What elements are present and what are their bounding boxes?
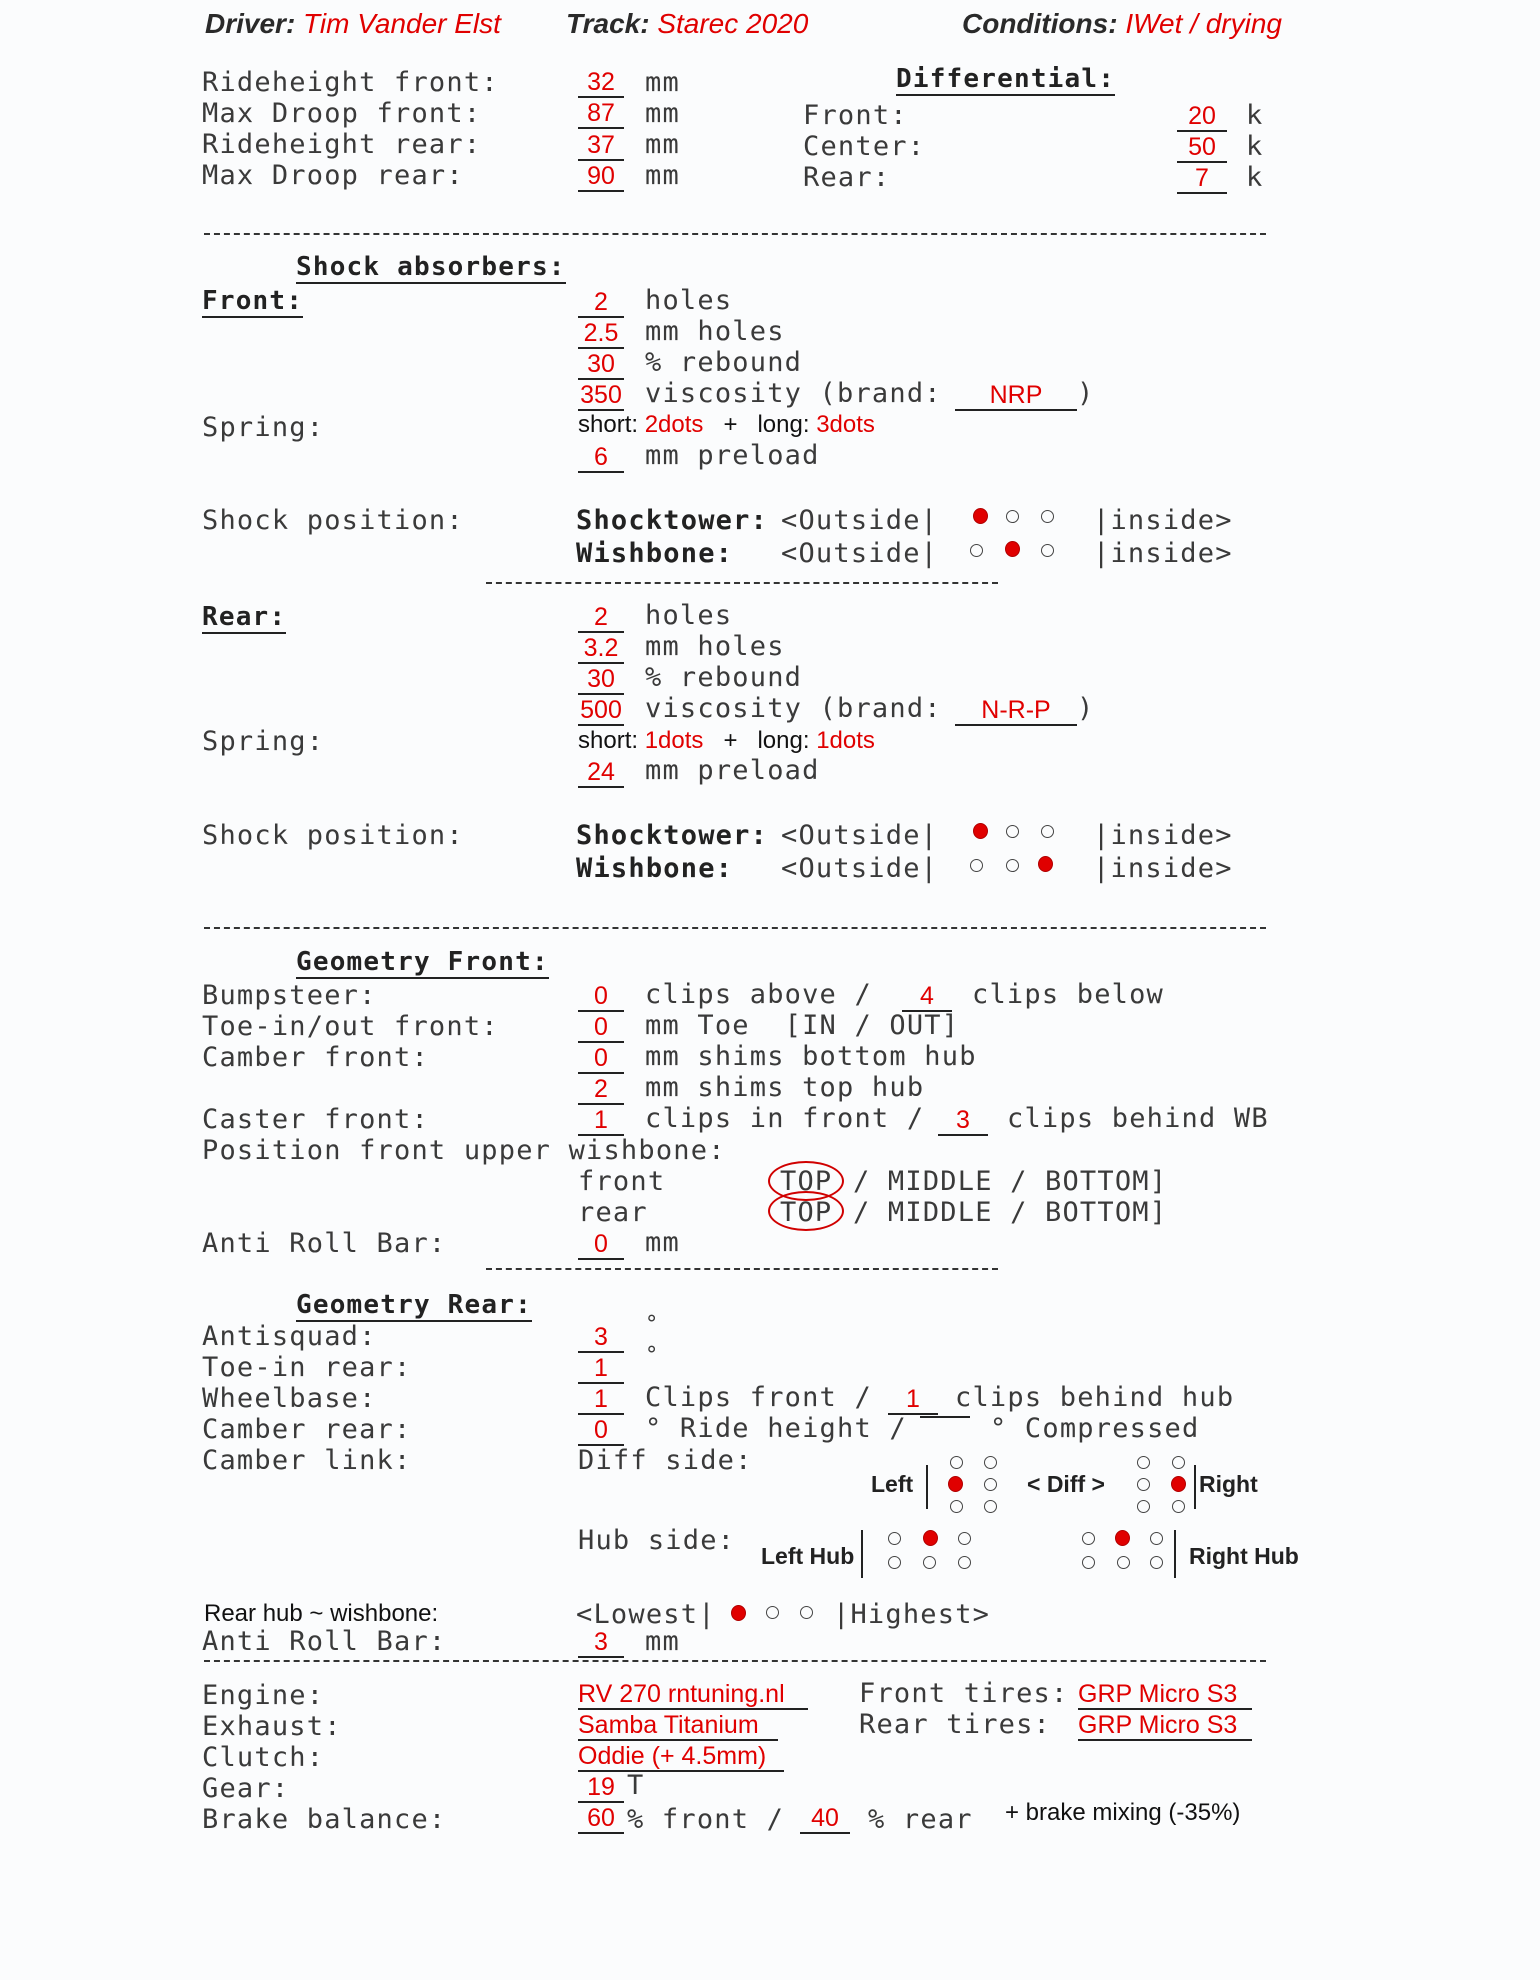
- front-shocktower-inside: |inside>: [1093, 505, 1233, 536]
- gear-value: 19: [578, 1773, 624, 1803]
- front-preload-value: 6: [578, 443, 624, 473]
- conditions-value: IWet / drying: [1125, 8, 1282, 39]
- toe-front-value: 0: [578, 1013, 624, 1043]
- wheelbase-behind-text: clips behind hub: [955, 1382, 1235, 1413]
- gear-unit: T: [627, 1770, 645, 1801]
- caster-front-value: 1: [578, 1106, 624, 1136]
- geometry-rear-title: Geometry Rear:: [296, 1290, 532, 1320]
- rear-preload-label: mm preload: [645, 755, 820, 786]
- position-rear-rest: / MIDDLE / BOTTOM]: [853, 1197, 1168, 1228]
- rh-rear-unit: mm: [645, 129, 680, 160]
- rear-wb-dot-2[interactable]: [1006, 859, 1019, 872]
- front-wb-dot-1[interactable]: [970, 544, 983, 557]
- rear-st-dot-3[interactable]: [1041, 825, 1054, 838]
- antisquad-deg: °: [645, 1312, 660, 1337]
- rh-front-label: Rideheight front:: [202, 67, 499, 98]
- rear-spring-values: [578, 727, 875, 755]
- exhaust-label: Exhaust:: [202, 1711, 342, 1742]
- rear-wishbone-outside: <Outside|: [781, 853, 939, 884]
- rear-st-dot-1[interactable]: [973, 823, 988, 839]
- gear-label: Gear:: [202, 1773, 290, 1804]
- rear-rebound-label: % rebound: [645, 662, 803, 693]
- camber-compressed-value: [920, 1416, 970, 1418]
- brake-front-value: 60: [578, 1804, 624, 1834]
- divider: [486, 1268, 998, 1270]
- short-label: short:: [578, 727, 639, 754]
- right-hub-label: Right Hub: [1189, 1543, 1299, 1569]
- brake-rear-text: % rear: [868, 1804, 973, 1835]
- position-rear-selected-oval: [768, 1191, 844, 1231]
- left-hub-dot-1[interactable]: [888, 1532, 901, 1545]
- camber-rear-label: Camber rear:: [202, 1414, 412, 1445]
- camber-rear-text: ° Ride height /: [645, 1413, 907, 1444]
- front-st-dot-3[interactable]: [1041, 510, 1054, 523]
- left-hub-dot-4[interactable]: [888, 1556, 901, 1569]
- diff-center-value: 50: [1177, 133, 1227, 163]
- caster-behind-text: clips behind WB: [1007, 1103, 1269, 1134]
- diff-left-dot-b3[interactable]: [984, 1500, 997, 1513]
- diff-right-dot-a3[interactable]: [1137, 1500, 1150, 1513]
- hub-wishbone-lowest: <Lowest|: [576, 1599, 716, 1630]
- diff-left-dot-b1[interactable]: [984, 1456, 997, 1469]
- rear-tires-value: GRP Micro S3: [1078, 1711, 1252, 1741]
- front-brand-value: NRP: [955, 381, 1077, 411]
- toe-front-label: Toe-in/out front:: [202, 1011, 499, 1042]
- left-hub-dot-5[interactable]: [923, 1556, 936, 1569]
- front-rebound-value: 30: [578, 350, 624, 380]
- right-hub-dot-2[interactable]: [1115, 1530, 1130, 1546]
- arb-rear-label: Anti Roll Bar:: [202, 1626, 447, 1657]
- hub-wishbone-dot-1[interactable]: [731, 1605, 746, 1621]
- rear-rebound-value: 30: [578, 665, 624, 695]
- antisquad-label: Antisquad:: [202, 1321, 377, 1352]
- arb-rear-unit: mm: [645, 1626, 680, 1657]
- diff-right-dot-a2[interactable]: [1137, 1478, 1150, 1491]
- hub-wishbone-dot-3[interactable]: [800, 1606, 813, 1619]
- driver-label: Driver:: [205, 8, 296, 39]
- position-rear-label: rear: [578, 1197, 648, 1228]
- front-st-dot-1[interactable]: [973, 508, 988, 524]
- antisquad-value: 3: [578, 1323, 624, 1353]
- long-label: long:: [757, 411, 810, 438]
- front-shock-position-label: Shock position:: [202, 505, 464, 536]
- diff-center-label: Center:: [803, 131, 926, 162]
- front-viscosity-value: 350: [578, 381, 624, 411]
- rh-rear-value: 37: [578, 131, 624, 161]
- differential-title: Differential:: [896, 64, 1116, 94]
- right-hub-bar: [1174, 1530, 1176, 1578]
- diff-side-left-label: Left: [871, 1471, 914, 1497]
- rear-wb-dot-1[interactable]: [970, 859, 983, 872]
- rear-mm-holes-label: mm holes: [645, 631, 785, 662]
- camber-front-bottom-text: mm shims bottom hub: [645, 1041, 977, 1072]
- engine-value: RV 270 rntuning.nl: [578, 1680, 808, 1710]
- left-hub-dot-6[interactable]: [958, 1556, 971, 1569]
- front-tires-value: GRP Micro S3: [1078, 1680, 1252, 1710]
- camber-rear-value: 0: [578, 1416, 624, 1446]
- arb-rear-value: 3: [578, 1628, 624, 1658]
- geometry-front-title: Geometry Front:: [296, 947, 549, 977]
- bumpsteer-label: Bumpsteer:: [202, 980, 377, 1011]
- position-rear-top: TOP: [780, 1197, 833, 1228]
- diff-side-left-bar: [926, 1465, 928, 1509]
- hub-wishbone-highest: |Highest>: [833, 1599, 991, 1630]
- bumpsteer-below-label: clips below: [972, 979, 1165, 1010]
- front-wishbone-label: Wishbone:: [576, 538, 734, 569]
- left-hub-dot-3[interactable]: [958, 1532, 971, 1545]
- toe-rear-deg: °: [645, 1343, 660, 1368]
- front-viscosity-label: viscosity (brand:: [645, 378, 942, 409]
- rear-mm-holes-value: 3.2: [578, 634, 624, 664]
- front-st-dot-2[interactable]: [1006, 510, 1019, 523]
- rear-wishbone-label: Wishbone:: [576, 853, 734, 884]
- shock-front-title: Front:: [202, 286, 304, 316]
- diff-left-dot-a1[interactable]: [950, 1456, 963, 1469]
- diff-center-unit: k: [1246, 131, 1264, 162]
- position-front-rest: / MIDDLE / BOTTOM]: [853, 1166, 1168, 1197]
- rh-front-value: 32: [578, 68, 624, 98]
- driver-field: [205, 8, 501, 40]
- brake-mixing-note: + brake mixing (-35%): [1005, 1799, 1241, 1826]
- toe-front-text: mm Toe [IN / OUT]: [645, 1010, 960, 1041]
- engine-label: Engine:: [202, 1680, 325, 1711]
- front-spring-values: [578, 411, 875, 439]
- caster-front-label: Caster front:: [202, 1104, 429, 1135]
- diff-right-dot-a1[interactable]: [1137, 1456, 1150, 1469]
- right-hub-dot-1[interactable]: [1082, 1532, 1095, 1545]
- camber-front-top-value: 2: [578, 1075, 624, 1105]
- right-hub-dot-4[interactable]: [1082, 1556, 1095, 1569]
- front-holes-value: 2: [578, 288, 624, 318]
- rh-rear-label: Rideheight rear:: [202, 129, 482, 160]
- rear-short-value: 1dots: [644, 727, 704, 754]
- front-wb-dot-2[interactable]: [1005, 541, 1020, 557]
- diff-side-label: Diff side:: [578, 1445, 753, 1476]
- short-label: short:: [578, 411, 639, 438]
- front-mm-holes-value: 2.5: [578, 319, 624, 349]
- track-label: Track:: [566, 8, 650, 39]
- brake-front-text: % front /: [627, 1804, 785, 1835]
- front-mm-holes-label: mm holes: [645, 316, 785, 347]
- front-rebound-label: % rebound: [645, 347, 803, 378]
- front-wb-dot-3[interactable]: [1041, 544, 1054, 557]
- front-short-value: 2dots: [644, 411, 704, 438]
- rear-long-value: 1dots: [816, 727, 875, 754]
- bumpsteer-above-value: 0: [578, 982, 624, 1012]
- plus-sign: +: [723, 727, 738, 754]
- right-hub-dot-6[interactable]: [1150, 1556, 1163, 1569]
- conditions-field: [962, 8, 1282, 40]
- diff-mid-label: < Diff >: [1027, 1471, 1105, 1497]
- position-upper-wishbone-label: Position front upper wishbone:: [202, 1135, 726, 1166]
- divider: [486, 582, 998, 584]
- position-front-top: TOP: [780, 1166, 833, 1197]
- camber-front-bottom-value: 0: [578, 1044, 624, 1074]
- rear-tires-label: Rear tires:: [859, 1709, 1052, 1740]
- diff-rear-value: 7: [1177, 164, 1227, 194]
- front-tires-label: Front tires:: [859, 1678, 1069, 1709]
- hub-wishbone-dot-2[interactable]: [766, 1606, 779, 1619]
- diff-side-right-label: Right: [1199, 1471, 1258, 1497]
- left-hub-bar: [861, 1530, 863, 1578]
- front-shocktower-outside: <Outside|: [781, 505, 939, 536]
- hub-side-label: Hub side:: [578, 1525, 736, 1556]
- rear-brand-close: ): [1077, 693, 1095, 724]
- arb-front-label: Anti Roll Bar:: [202, 1228, 447, 1259]
- wheelbase-behind-value: 1: [888, 1385, 938, 1415]
- clutch-value: Oddie (+ 4.5mm): [578, 1742, 784, 1772]
- front-preload-label: mm preload: [645, 440, 820, 471]
- shock-rear-title: Rear:: [202, 602, 287, 632]
- front-wishbone-outside: <Outside|: [781, 538, 939, 569]
- right-hub-dot-5[interactable]: [1117, 1556, 1130, 1569]
- diff-side-right-bar: [1194, 1465, 1196, 1509]
- rear-preload-value: 24: [578, 758, 624, 788]
- position-front-label: front: [578, 1166, 666, 1197]
- diff-right-dot-b3[interactable]: [1172, 1500, 1185, 1513]
- track-value: Starec 2020: [657, 8, 809, 39]
- arb-front-value: 0: [578, 1230, 624, 1260]
- divider: [204, 927, 1266, 929]
- wheelbase-value: 1: [578, 1385, 624, 1415]
- left-hub-label: Left Hub: [761, 1543, 855, 1569]
- brake-rear-value: 40: [800, 1804, 850, 1834]
- brake-balance-label: Brake balance:: [202, 1804, 447, 1835]
- diff-left-dot-a3[interactable]: [950, 1500, 963, 1513]
- exhaust-value: Samba Titanium: [578, 1711, 778, 1741]
- front-spring-label: Spring:: [202, 412, 325, 443]
- camber-link-label: Camber link:: [202, 1445, 412, 1476]
- camber-compressed-text: ° Compressed: [990, 1413, 1200, 1444]
- diff-rear-label: Rear:: [803, 162, 891, 193]
- rear-st-dot-2[interactable]: [1006, 825, 1019, 838]
- plus-sign: +: [723, 411, 738, 438]
- rear-hub-wishbone-label: Rear hub ~ wishbone:: [204, 1600, 439, 1627]
- droop-front-label: Max Droop front:: [202, 98, 482, 129]
- wheelbase-label: Wheelbase:: [202, 1383, 377, 1414]
- long-label: long:: [757, 727, 810, 754]
- diff-front-unit: k: [1246, 100, 1264, 131]
- diff-rear-unit: k: [1246, 162, 1264, 193]
- diff-right-dot-b1[interactable]: [1172, 1456, 1185, 1469]
- rear-shocktower-outside: <Outside|: [781, 820, 939, 851]
- wheelbase-text: Clips front /: [645, 1382, 872, 1413]
- left-hub-dot-2[interactable]: [923, 1530, 938, 1546]
- front-wishbone-inside: |inside>: [1093, 538, 1233, 569]
- caster-front-text: clips in front /: [645, 1103, 925, 1134]
- diff-left-dot-a2[interactable]: [948, 1476, 963, 1492]
- rear-shocktower-label: Shocktower:: [576, 820, 769, 851]
- rear-spring-label: Spring:: [202, 726, 325, 757]
- conditions-label: Conditions:: [962, 8, 1118, 39]
- bumpsteer-above-label: clips above /: [645, 979, 872, 1010]
- arb-front-unit: mm: [645, 1227, 680, 1258]
- toe-rear-value: 1: [578, 1354, 624, 1384]
- rear-viscosity-value: 500: [578, 696, 624, 726]
- diff-front-label: Front:: [803, 100, 908, 131]
- rh-front-unit: mm: [645, 67, 680, 98]
- droop-rear-label: Max Droop rear:: [202, 160, 464, 191]
- front-brand-close: ): [1077, 378, 1095, 409]
- rear-wb-dot-3[interactable]: [1038, 856, 1053, 872]
- droop-rear-unit: mm: [645, 160, 680, 191]
- droop-front-value: 87: [578, 99, 624, 129]
- driver-value: Tim Vander Elst: [303, 8, 501, 39]
- diff-left-dot-b2[interactable]: [984, 1478, 997, 1491]
- droop-front-unit: mm: [645, 98, 680, 129]
- front-shocktower-label: Shocktower:: [576, 505, 769, 536]
- front-holes-label: holes: [645, 285, 733, 316]
- front-long-value: 3dots: [816, 411, 875, 438]
- rear-holes-value: 2: [578, 603, 624, 633]
- camber-front-top-text: mm shims top hub: [645, 1072, 925, 1103]
- clutch-label: Clutch:: [202, 1742, 325, 1773]
- rear-viscosity-label: viscosity (brand:: [645, 693, 942, 724]
- rear-shocktower-inside: |inside>: [1093, 820, 1233, 851]
- shock-absorbers-title: Shock absorbers:: [296, 252, 566, 282]
- rear-holes-label: holes: [645, 600, 733, 631]
- divider: [204, 1660, 1266, 1662]
- rear-wishbone-inside: |inside>: [1093, 853, 1233, 884]
- caster-behind-value: 3: [938, 1106, 988, 1136]
- diff-front-value: 20: [1177, 102, 1227, 132]
- camber-front-label: Camber front:: [202, 1042, 429, 1073]
- bumpsteer-below-value: 4: [902, 982, 952, 1012]
- rear-brand-value: N-R-P: [955, 696, 1077, 726]
- rear-shock-position-label: Shock position:: [202, 820, 464, 851]
- track-field: [566, 8, 808, 40]
- right-hub-dot-3[interactable]: [1150, 1532, 1163, 1545]
- toe-rear-label: Toe-in rear:: [202, 1352, 412, 1383]
- divider: [204, 233, 1266, 235]
- droop-rear-value: 90: [578, 162, 624, 192]
- diff-right-dot-b2[interactable]: [1171, 1476, 1186, 1492]
